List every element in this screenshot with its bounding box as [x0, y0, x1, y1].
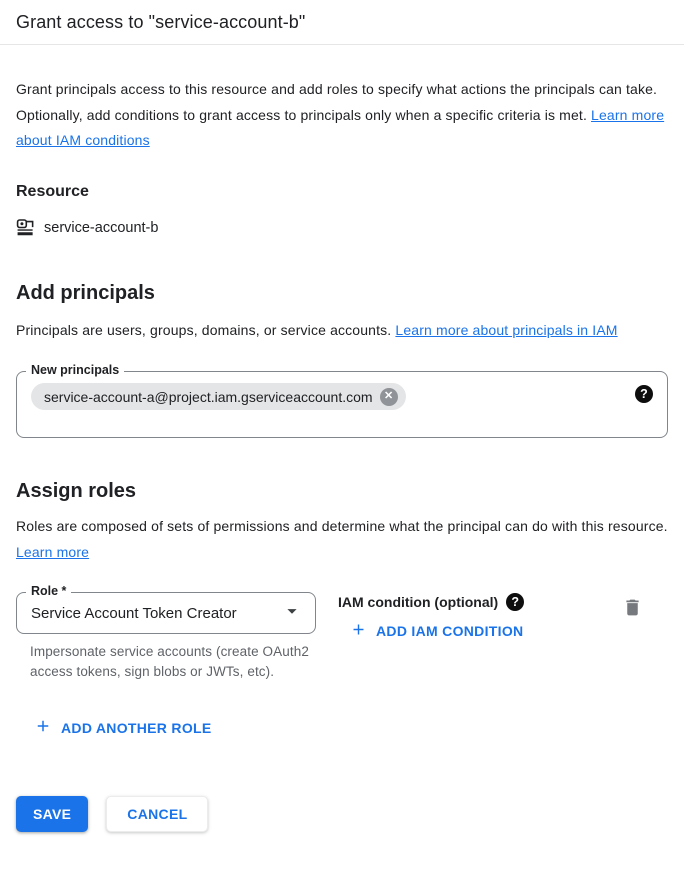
intro-text-body: Grant principals access to this resource and add roles to specify what actions the principals can take. Optionally, add conditions to grant access to principals only when a specific criteria is met.: [16, 81, 658, 123]
add-iam-condition-button[interactable]: [350, 621, 523, 641]
resource-heading: Resource: [16, 182, 89, 200]
plus-icon: [34, 717, 52, 738]
add-another-role-button[interactable]: [34, 717, 212, 738]
add-principals-description-body: Principals are users, groups, domains, or service accounts.: [16, 321, 392, 338]
role-row: [16, 584, 668, 681]
iam-condition-column: [338, 592, 622, 643]
cancel-button[interactable]: CANCEL: [106, 796, 208, 832]
role-selected-value: Service Account Token Creator: [31, 604, 237, 622]
assign-roles-heading: Assign roles: [16, 480, 137, 502]
iam-condition-label: IAM condition (optional): [338, 594, 499, 610]
add-principals-heading: Add principals: [16, 281, 155, 304]
add-iam-condition-label: ADD IAM CONDITION: [376, 623, 524, 639]
add-role-row: [16, 717, 668, 740]
principal-chip-label: service-account-a@project.iam.gserviceaccount.com: [44, 388, 373, 405]
dialog-title: Grant access to "service-account-b": [16, 11, 306, 32]
new-principals-label: New principals: [26, 363, 124, 377]
add-another-role-label: ADD ANOTHER ROLE: [61, 719, 212, 736]
new-principals-inner: [31, 383, 653, 410]
role-label: Role *: [26, 584, 71, 598]
delete-icon: [622, 606, 643, 621]
role-select[interactable]: [16, 584, 316, 634]
assign-roles-description-body: Roles are composed of sets of permissions and determine what the principal can do with this resource.: [16, 518, 668, 534]
resource-name: service-account-b: [44, 219, 159, 236]
assign-roles-description: [16, 514, 668, 565]
learn-more-principals-link[interactable]: Learn more about principals in IAM: [395, 321, 618, 338]
intro-text: [16, 77, 668, 154]
new-principals-field[interactable]: [16, 363, 668, 438]
close-icon[interactable]: [380, 388, 398, 406]
principal-chip[interactable]: [31, 383, 406, 410]
dialog-actions: [16, 796, 668, 832]
add-principals-description: [16, 318, 668, 344]
learn-more-roles-link[interactable]: Learn more: [16, 543, 90, 560]
delete-role-button[interactable]: [622, 597, 643, 621]
service-account-icon: [16, 218, 35, 237]
help-icon[interactable]: [506, 593, 524, 611]
plus-icon: [350, 621, 367, 641]
save-button[interactable]: SAVE: [16, 796, 88, 832]
resource-row: [16, 218, 668, 238]
learn-more-iam-conditions-link[interactable]: Learn more about IAM conditions: [16, 106, 665, 148]
role-helper-text: Impersonate service accounts (create OAuth2 access tokens, sign blobs or JWTs, etc).: [30, 644, 309, 679]
dialog-header: [0, 0, 684, 45]
role-column: [16, 584, 316, 681]
iam-condition-label-row: [338, 592, 622, 612]
arrow-drop-down-icon: [281, 600, 303, 627]
help-icon[interactable]: [635, 385, 653, 403]
